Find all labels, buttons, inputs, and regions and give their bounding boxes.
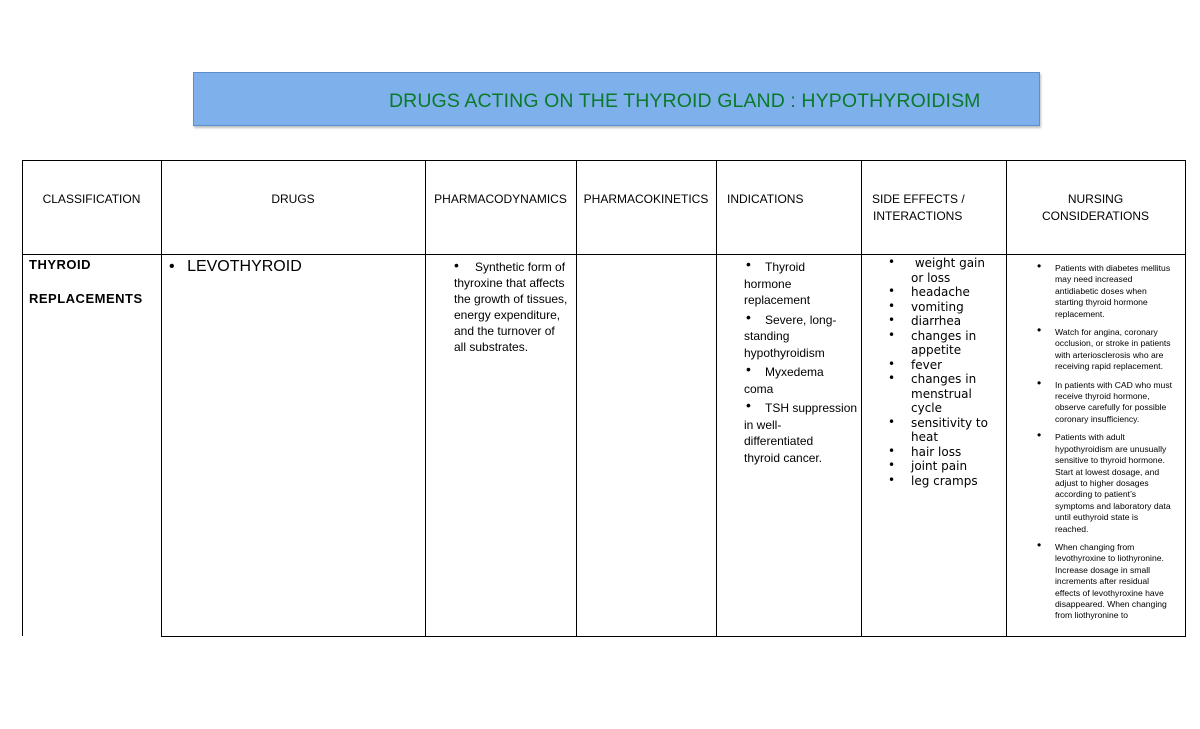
- bullet-icon: •: [1037, 259, 1042, 273]
- col-border-4: [716, 160, 717, 637]
- bullet-icon: •: [888, 327, 896, 342]
- side-effect-line: vomiting: [911, 299, 964, 314]
- bullet-icon: •: [746, 308, 751, 325]
- nursing-line: Patients with adult: [1055, 432, 1125, 443]
- list-item: [1037, 428, 1185, 535]
- bullet-icon: •: [888, 298, 896, 313]
- bullet-icon: •: [746, 361, 751, 377]
- list-item: [744, 256, 857, 309]
- drug-name: LEVOTHYROID: [187, 258, 302, 275]
- list-item: [888, 314, 988, 329]
- header-pharmacodynamics: PHARMACODYNAMICS: [434, 192, 567, 206]
- bullet-icon: •: [888, 371, 896, 385]
- classification-line2: REPLACEMENTS: [29, 291, 143, 306]
- side-effect-line: headache: [911, 285, 970, 299]
- list-item: [888, 358, 988, 373]
- list-item: [888, 372, 988, 416]
- header-drugs: DRUGS: [271, 192, 315, 206]
- indication-line: Severe, long-: [765, 312, 837, 327]
- bullet-icon: •: [888, 472, 896, 487]
- nursing-line: Increase dosage in small: [1055, 564, 1151, 575]
- indication-line: differentiated: [744, 434, 814, 448]
- nursing-line: until euthyroid state is: [1055, 512, 1139, 523]
- list-item: [888, 329, 988, 358]
- nursing-line: disappeared. When changing: [1055, 598, 1167, 609]
- nursing-line: reached.: [1055, 523, 1089, 534]
- bullet-icon: •: [1037, 323, 1042, 338]
- pd-line: energy expenditure,: [454, 308, 561, 322]
- list-item: [888, 256, 988, 285]
- header-side-effects-line2: INTERACTIONS: [873, 209, 963, 223]
- side-effect-line: menstrual: [911, 386, 972, 401]
- pd-line: the growth of tissues,: [454, 292, 568, 306]
- nursing-line: levothyroxine to liothyronine.: [1055, 553, 1164, 564]
- side-effect-line: fever: [911, 357, 943, 372]
- nursing-line: according to patient’s: [1055, 489, 1137, 500]
- list-item: [1037, 537, 1185, 622]
- table-top-border: [22, 160, 1186, 161]
- pd-line: thyroxine that affects: [454, 276, 565, 290]
- header-classification: CLASSIFICATION: [42, 192, 141, 206]
- nursing-line: In patients with CAD who must: [1055, 379, 1173, 390]
- side-effect-line: changes in: [911, 328, 977, 343]
- list-item: [744, 397, 858, 466]
- nursing-line: coronary insufficiency.: [1055, 413, 1140, 424]
- indication-line: TSH suppression: [765, 401, 858, 415]
- nursing-line: from liothyronine to: [1055, 610, 1129, 621]
- bullet-icon: •: [888, 458, 896, 472]
- side-effects-list: [888, 256, 988, 488]
- pd-line: Synthetic form of: [475, 260, 566, 274]
- bullet-icon: •: [169, 258, 175, 275]
- nursing-line: receive thyroid hormone,: [1055, 391, 1150, 402]
- indication-line: thyroid cancer.: [744, 450, 823, 465]
- list-item: [888, 285, 988, 300]
- nursing-line: starting thyroid hormone: [1055, 297, 1148, 308]
- header-row-border: [22, 254, 1186, 255]
- list-item: [1037, 259, 1185, 320]
- side-effect-line: sensitivity to: [911, 415, 988, 430]
- bullet-icon: •: [1037, 375, 1042, 390]
- header-nursing-line1: NURSING: [1067, 192, 1124, 206]
- bullet-icon: •: [888, 255, 896, 269]
- col-border-1: [161, 160, 162, 637]
- nursing-line: symptoms and laboratory data: [1055, 500, 1171, 511]
- list-item: [1037, 323, 1185, 373]
- nursing-line: observe carefully for possible: [1055, 402, 1167, 413]
- bullet-icon: •: [888, 356, 896, 371]
- col-border-6: [1006, 160, 1007, 637]
- side-effect-line: appetite: [911, 343, 962, 357]
- indications-list: [744, 256, 858, 469]
- list-item: [744, 361, 857, 397]
- nursing-line: Start at lowest dosage, and: [1055, 466, 1160, 477]
- col-border-0: [22, 160, 23, 636]
- title-banner: [193, 72, 1040, 126]
- nursing-list: [1037, 259, 1185, 629]
- nursing-line: antidiabetic doses when: [1055, 285, 1147, 296]
- table-bottom-border: [161, 636, 1186, 637]
- bullet-icon: •: [1037, 537, 1042, 552]
- list-item: [888, 416, 988, 445]
- drug-item: [169, 258, 302, 276]
- nursing-line: hypothyroidism are unusually: [1055, 443, 1167, 454]
- side-effect-line: heat: [911, 430, 939, 444]
- nursing-line: When changing from: [1055, 541, 1135, 552]
- indication-line: standing: [744, 329, 790, 343]
- indication-line: hypothyroidism: [744, 345, 825, 360]
- header-indications: INDICATIONS: [727, 192, 804, 206]
- side-effect-line: diarrhea: [911, 314, 962, 328]
- list-item: [744, 308, 857, 362]
- indication-line: coma: [744, 381, 774, 396]
- list-item: [888, 300, 988, 315]
- bullet-icon: •: [746, 256, 751, 272]
- nursing-line: sensitive to thyroid hormone.: [1055, 455, 1165, 466]
- bullet-icon: •: [746, 397, 751, 413]
- indication-line: in well-: [744, 417, 782, 432]
- list-item: [888, 459, 988, 474]
- pd-line: all substrates.: [454, 340, 529, 354]
- bullet-icon: •: [888, 443, 896, 458]
- bullet-icon: •: [888, 414, 896, 429]
- side-effect-line: hair loss: [911, 444, 962, 459]
- nursing-line: effects of levothyroxine have: [1055, 587, 1164, 598]
- col-border-3: [576, 160, 577, 637]
- classification-line1: THYROID: [29, 257, 91, 272]
- nursing-line: increments after residual: [1055, 576, 1150, 587]
- col-border-7: [1185, 160, 1186, 637]
- side-effect-line: joint pain: [911, 459, 968, 473]
- side-effect-line: or loss: [911, 270, 951, 285]
- page-title: DRUGS ACTING ON THE THYROID GLAND : HYPOTHYROIDISM: [389, 90, 981, 112]
- nursing-line: with arteriosclerosis who are: [1055, 349, 1164, 360]
- nursing-line: adjust to higher dosages: [1055, 477, 1149, 488]
- bullet-icon: •: [888, 313, 896, 327]
- nursing-line: may need increased: [1055, 274, 1133, 285]
- side-effect-line: weight gain: [911, 256, 985, 270]
- list-item: [888, 445, 988, 460]
- header-pharmacokinetics: PHARMACOKINETICS: [583, 192, 709, 206]
- list-item: [454, 259, 567, 355]
- list-item: [888, 474, 988, 489]
- nursing-line: Patients with diabetes mellitus: [1055, 263, 1171, 273]
- side-effect-line: cycle: [911, 401, 943, 415]
- nursing-line: occlusion, or stroke in patients: [1055, 338, 1171, 349]
- side-effect-line: leg cramps: [911, 473, 978, 488]
- indication-line: replacement: [744, 293, 811, 307]
- side-effect-line: changes in: [911, 372, 977, 386]
- header-nursing-line2: CONSIDERATIONS: [1041, 209, 1150, 223]
- indication-line: Myxedema: [765, 365, 824, 379]
- pd-line: and the turnover of: [454, 324, 555, 338]
- nursing-line: receiving rapid replacement.: [1055, 361, 1163, 372]
- list-item: [1037, 375, 1185, 426]
- header-side-effects-line1: SIDE EFFECTS /: [872, 192, 965, 206]
- nursing-line: Watch for angina, coronary: [1055, 327, 1158, 338]
- pharmacodynamics-list: [454, 259, 567, 355]
- bullet-icon: •: [888, 284, 896, 298]
- indication-line: Thyroid: [765, 260, 806, 274]
- nursing-line: replacement.: [1055, 308, 1105, 319]
- bullet-icon: •: [454, 257, 459, 273]
- col-border-2: [425, 160, 426, 637]
- bullet-icon: •: [1037, 428, 1042, 443]
- col-border-5: [861, 160, 862, 637]
- indication-line: hormone: [744, 276, 792, 291]
